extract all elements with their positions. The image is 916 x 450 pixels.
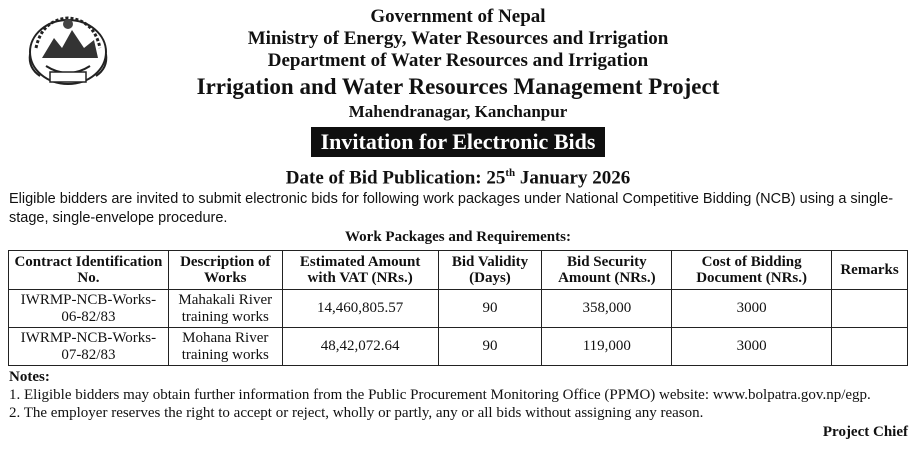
- header-bid-security: Bid Security Amount (NRs.): [542, 251, 672, 290]
- notes-title: Notes:: [9, 369, 50, 385]
- table-row: [9, 290, 908, 328]
- header-document-cost: Cost of Bidding Document (NRs.): [672, 251, 832, 290]
- ministry-title: Ministry of Energy, Water Resources and Irrigation: [247, 28, 669, 49]
- cell-remarks: [832, 328, 908, 366]
- note-item: 2. The employer reserves the right to accept or reject, wholly or partly, any or all bids without assigning any reason.: [9, 405, 704, 421]
- signoff: Project Chief: [822, 424, 908, 440]
- cell-remarks: [832, 290, 908, 328]
- work-packages-table: [8, 250, 908, 366]
- work-packages-title: Work Packages and Requirements:: [345, 229, 571, 245]
- table-header-row: [9, 251, 908, 290]
- cell-bid-validity: 90: [438, 328, 542, 366]
- header-remarks: Remarks: [832, 251, 908, 290]
- cell-estimated-amount: 14,460,805.57: [282, 290, 438, 328]
- department-title: Department of Water Resources and Irrigation: [267, 50, 649, 71]
- header-bid-validity: Bid Validity (Days): [438, 251, 542, 290]
- publication-date: [0, 162, 916, 189]
- notice-header: [0, 6, 916, 189]
- publication-date-prefix: Date of Bid Publication: 25: [285, 167, 506, 189]
- cell-estimated-amount: 48,42,072.64: [282, 328, 438, 366]
- publication-date-month-year: January 2026: [515, 167, 631, 189]
- cell-contract-id: IWRMP-NCB-Works-07-82/83: [9, 328, 169, 366]
- publication-date-suffix-sup: th: [505, 167, 516, 179]
- table-row: [9, 328, 908, 366]
- notes-section: [9, 368, 909, 422]
- header-description: Description of Works: [168, 251, 282, 290]
- cell-bid-security: 119,000: [542, 328, 672, 366]
- project-title: Irrigation and Water Resources Management Project: [196, 74, 720, 99]
- project-location: Mahendranagar, Kanchanpur: [348, 102, 568, 121]
- header-estimated-amount: Estimated Amount with VAT (NRs.): [282, 251, 438, 290]
- invitation-banner: Invitation for Electronic Bids: [311, 127, 606, 157]
- header-contract-id: Contract Identification No.: [9, 251, 169, 290]
- cell-bid-security: 358,000: [542, 290, 672, 328]
- cell-document-cost: 3000: [672, 290, 832, 328]
- government-title: Government of Nepal: [370, 6, 546, 27]
- cell-document-cost: 3000: [672, 328, 832, 366]
- intro-paragraph: Eligible bidders are invited to submit electronic bids for following work packages under National Competitive Bidding (NCB) using a single-stage, single-envelope procedure.: [9, 191, 894, 226]
- note-item: 1. Eligible bidders may obtain further information from the Public Procurement Monitoring Office (PPMO) website: www.bolpatra.gov.np/egp.: [9, 387, 871, 403]
- cell-bid-validity: 90: [438, 290, 542, 328]
- cell-description: Mahakali River training works: [168, 290, 282, 328]
- cell-description: Mohana River training works: [168, 328, 282, 366]
- cell-contract-id: IWRMP-NCB-Works-06-82/83: [9, 290, 169, 328]
